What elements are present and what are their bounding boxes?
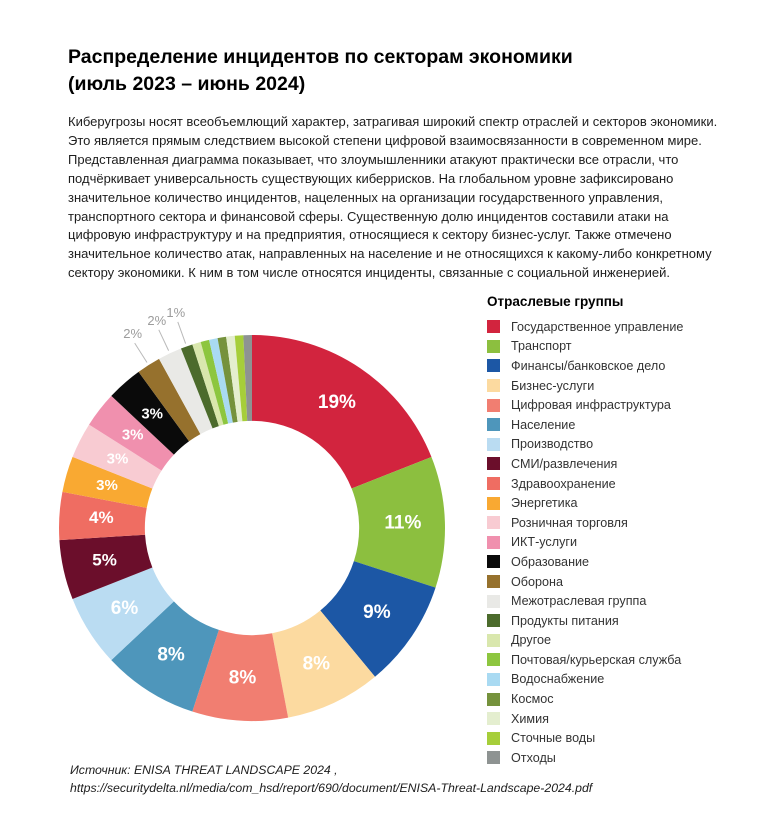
legend-swatch-icon xyxy=(487,418,500,431)
legend-swatch-icon xyxy=(487,693,500,706)
legend-swatch-icon xyxy=(487,614,500,627)
legend-item-label: Водоснабжение xyxy=(511,672,605,687)
pie-slice-label-12: 3% xyxy=(141,405,164,423)
legend-swatch-icon xyxy=(487,673,500,686)
legend-item-label: Космос xyxy=(511,692,554,707)
legend-item-label: Финансы/банковское дело xyxy=(511,358,666,373)
legend-swatch-icon xyxy=(487,477,500,490)
legend-item xyxy=(487,689,749,709)
legend-swatch-icon xyxy=(487,320,500,333)
legend-swatch-icon xyxy=(487,634,500,647)
legend-swatch-icon xyxy=(487,595,500,608)
pie-slice-label-9: 3% xyxy=(96,476,118,494)
page-title xyxy=(68,44,573,98)
legend-item xyxy=(487,493,749,513)
legend-item-label: Образование xyxy=(511,554,590,569)
legend-swatch-icon xyxy=(487,536,500,549)
pie-slice-label-5: 8% xyxy=(157,644,185,666)
source-note xyxy=(70,762,592,797)
legend-item xyxy=(487,552,749,572)
legend-item xyxy=(487,474,749,494)
legend-item-label: Энергетика xyxy=(511,496,578,511)
legend-item xyxy=(487,533,749,553)
legend-title: Отраслевые группы xyxy=(487,294,624,309)
legend-item xyxy=(487,611,749,631)
legend-item xyxy=(487,513,749,533)
pie-slice-label-0: 19% xyxy=(317,392,356,414)
legend-item xyxy=(487,709,749,729)
legend-swatch-icon xyxy=(487,516,500,529)
legend xyxy=(487,294,749,768)
legend-item-label: Производство xyxy=(511,437,594,452)
legend-item-label: Отходы xyxy=(511,750,556,765)
pie-slice-label-14: 2% xyxy=(147,312,167,328)
legend-item xyxy=(487,356,749,376)
pie-slice-label-2: 9% xyxy=(363,601,391,623)
page-title-line2: (июль 2023 – июнь 2024) xyxy=(68,73,306,95)
legend-swatch-icon xyxy=(487,732,500,745)
pie-slice-label-10: 3% xyxy=(106,450,129,468)
legend-item xyxy=(487,337,749,357)
legend-swatch-icon xyxy=(487,653,500,666)
pie-slice-label-1: 11% xyxy=(384,512,422,534)
legend-swatch-icon xyxy=(487,438,500,451)
legend-item-label: Продукты питания xyxy=(511,613,619,628)
legend-item xyxy=(487,631,749,651)
legend-item-label: ИКТ-услуги xyxy=(511,535,578,550)
legend-item xyxy=(487,728,749,748)
legend-swatch-icon xyxy=(487,712,500,725)
pie-slice-label-11: 3% xyxy=(121,426,144,444)
legend-item xyxy=(487,650,749,670)
pie-slice-label-4: 8% xyxy=(228,667,257,689)
legend-item-label: Цифровая инфраструктура xyxy=(511,398,671,413)
legend-item xyxy=(487,317,749,337)
legend-item xyxy=(487,670,749,690)
legend-item xyxy=(487,395,749,415)
legend-swatch-icon xyxy=(487,340,500,353)
pie-slice-label-15: 1% xyxy=(166,304,186,320)
legend-item-label: Сточные воды xyxy=(511,731,596,746)
pie-label-leader-line-14 xyxy=(159,330,169,351)
legend-swatch-icon xyxy=(487,399,500,412)
source-url: https://securitydelta.nl/media/com_hsd/report/690/document/ENISA-Threat-Landscape-2024.pdf xyxy=(70,780,593,795)
pie-label-leader-line-13 xyxy=(135,343,147,362)
legend-item xyxy=(487,435,749,455)
legend-item-label: СМИ/развлечения xyxy=(511,456,618,471)
legend-swatch-icon xyxy=(487,457,500,470)
page-title-line1: Распределение инцидентов по секторам экономики xyxy=(68,46,573,68)
legend-item-label: Здравоохранение xyxy=(511,476,616,491)
legend-item-label: Другое xyxy=(511,633,552,648)
pie-slice-label-13: 2% xyxy=(123,326,143,342)
pie-slice-label-3: 8% xyxy=(302,653,331,675)
pie-slice-label-7: 5% xyxy=(92,550,117,570)
legend-item xyxy=(487,591,749,611)
legend-item-label: Государственное управление xyxy=(511,319,684,334)
legend-swatch-icon xyxy=(487,497,500,510)
intro-paragraph: Киберугрозы носят всеобъемлющий характер, затрагивая широкий спектр отраслей и секторов экономики. Это является прямым следствием высокой степени цифровой взаимосвязанности в современном мире. Представленная диаграмма показывает, что злоумышленники атакуют практически все отрасли, что подчёркивает универсальность существующих киберрисков. На глобальном уровне зафиксировано значительное количество инцидентов, нацеленных на организации государственного управления, транспортного сектора и финансовой сферы. Существенную долю инцидентов составили атаки на цифровую инфраструктуру и на предприятия, относящиеся к сектору бизнес-услуг. Также отмечено значительное количество атак, направленных на население и не относящихся к какому-либо конкретному сектору экономики. К ним в том числе относятся инциденты, связанные с социальной инженерией. xyxy=(68,114,718,281)
legend-item-label: Розничная торговля xyxy=(511,515,628,530)
legend-swatch-icon xyxy=(487,575,500,588)
source-line1: Источник: ENISA THREAT LANDSCAPE 2024 , xyxy=(70,763,338,777)
legend-swatch-icon xyxy=(487,555,500,568)
donut-chart xyxy=(40,300,480,770)
legend-item-label: Бизнес-услуги xyxy=(511,378,595,393)
legend-item-label: Оборона xyxy=(511,574,563,589)
donut-chart-area xyxy=(40,300,480,770)
legend-item-label: Транспорт xyxy=(511,339,572,354)
legend-swatch-icon xyxy=(487,359,500,372)
legend-item-label: Почтовая/курьерская служба xyxy=(511,652,682,667)
pie-label-leader-line-15 xyxy=(178,322,186,344)
legend-item-label: Межотраслевая группа xyxy=(511,594,647,609)
legend-item xyxy=(487,376,749,396)
legend-item-label: Население xyxy=(511,417,576,432)
pie-slice-label-6: 6% xyxy=(110,597,139,619)
legend-list xyxy=(487,317,749,768)
legend-item xyxy=(487,415,749,435)
legend-swatch-icon xyxy=(487,379,500,392)
pie-slice-label-8: 4% xyxy=(89,507,114,527)
legend-item-label: Химия xyxy=(511,711,549,726)
legend-item xyxy=(487,454,749,474)
legend-item xyxy=(487,572,749,592)
